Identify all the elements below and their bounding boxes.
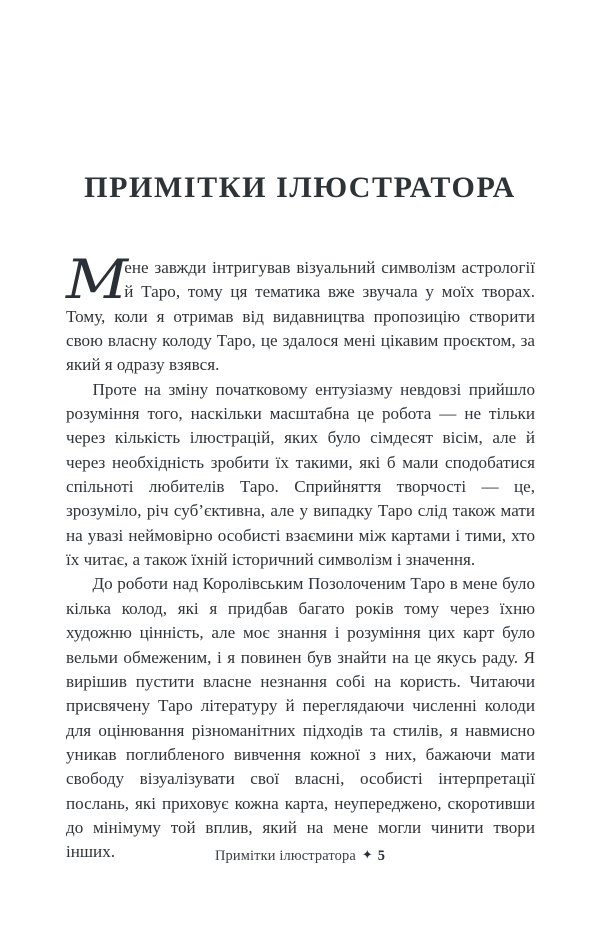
paragraph-3 [66, 572, 535, 864]
drop-cap: М [66, 248, 127, 311]
paragraph-2-text: Проте на зміну початковому ентузіазму невдовзі прийшло розуміння того, наскільки масштабна це робота — не тільки через кількість ілюстрацій, яких було сімдесят вісім, але й через необхідність зробити їх такими, які б мали сподобатися спільноті любителів Таро. Сприйняття творчості — це, зрозуміло, річ суб’єктивна, але у випадку Таро слід також мати на увазі неймовірно особисті взаємини між картами і тими, хто їх читає, а також їхній історичний символізм і значення. [66, 379, 535, 570]
paragraph-3-text: До роботи над Королівським Позолоченим Таро в мене було кілька колод, які я придбав багато років тому через їхню художню цінність, але моє знання і розуміння цих карт було вельми обмеженим, і я повинен був знайти на це якусь раду. Я вирішив пустити власне незнання собі на користь. Читаючи присвячену Таро літературу й переглядаючи численні колоди для оцінювання різноманітних підходів та стилів, я навмисно уникав поглибленого вивчення кожної з них, бажаючи мати свободу візуалізувати свої власні, особисті інтерпретації послань, які приховує кожна карта, неупереджено, скоротивши до мінімуму той вплив, який на мене могли чинити твори інших. [66, 574, 535, 862]
page-title: ПРИМІТКИ ІЛЮСТРАТОРА [84, 171, 516, 205]
paragraph-2 [66, 378, 535, 573]
footer-chapter-label: Примітки ілюстратора [215, 848, 356, 864]
paragraph-1-text: ене завжди інтригував візуальний символізм астрології й Таро, тому ця тематика вже звучала у моїх творах. Тому, коли я отримав від видавництва пропозицію створити свою власну колоду Таро, це здалося мені цікавим проєктом, за який я одразу взявся. [66, 258, 535, 375]
four-pointed-star-ornament-icon: ✦ [361, 847, 373, 862]
page-number: 5 [377, 848, 385, 864]
body-text-block [66, 248, 535, 865]
page-footer [0, 846, 600, 865]
paragraph-1 [66, 248, 535, 378]
